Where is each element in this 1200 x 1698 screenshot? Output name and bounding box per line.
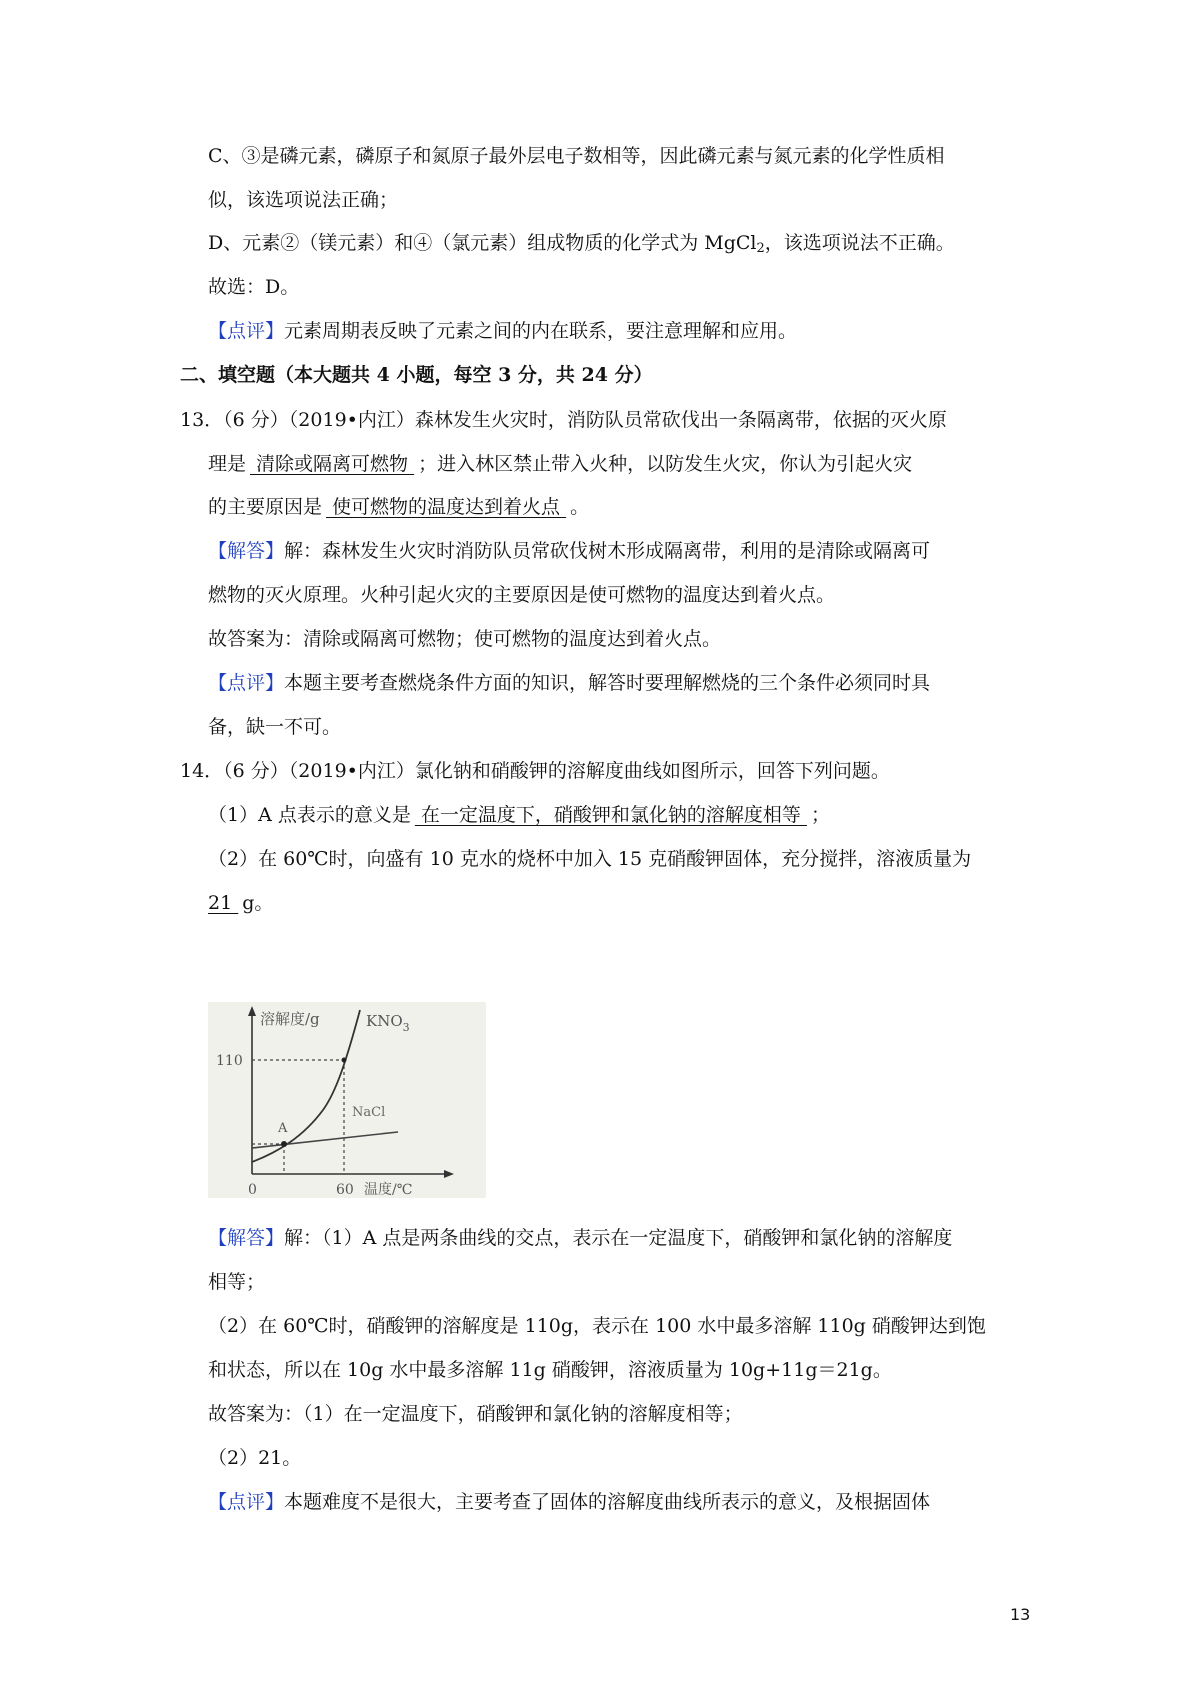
final-answer-14-cont: （2）21。: [208, 1447, 302, 1469]
point-kno3-60: [342, 1058, 347, 1063]
text-segment: 。: [570, 496, 590, 518]
text-segment: g。: [242, 892, 274, 914]
comment-text: 本题主要考查燃烧条件方面的知识，解答时要理解燃烧的三个条件必须同时具: [284, 672, 931, 694]
comment-tag: 【点评】: [208, 1491, 285, 1513]
text-segment: ；进入林区禁止带入火种，以防发生火灾，你认为引起火灾: [418, 453, 913, 475]
comment-tag: 【点评】: [208, 320, 285, 342]
solution-14-part-2-cont: 和状态，所以在 10g 水中最多溶解 11g 硝酸钾，溶液质量为 10g+11g＝21g。: [208, 1359, 892, 1381]
kno3-label: $KNO_3$: [366, 1012, 410, 1034]
answer-blank: 清除或隔离可燃物: [250, 453, 415, 475]
origin-label: 0: [248, 1182, 257, 1198]
point-a: [281, 1141, 287, 1147]
question-14-part-2-cont: [0, 890, 1200, 916]
text-segment: （1）A 点表示的意义是: [208, 804, 411, 826]
answer-blank: 在一定温度下，硝酸钾和氯化钠的溶解度相等: [414, 804, 807, 826]
nacl-label: NaCl: [352, 1105, 386, 1120]
comment-text: 本题难度不是很大，主要考查了固体的溶解度曲线所表示的意义，及根据固体: [284, 1491, 931, 1513]
answer-choice: 故选：D。: [208, 276, 300, 298]
solution-13-cont: 燃物的灭火原理。火种引起火灾的主要原因是使可燃物的温度达到着火点。: [208, 584, 836, 606]
comment-14: [0, 1489, 1200, 1515]
comment-13-cont: 备，缺一不可。: [208, 716, 342, 738]
paragraph-option-c-cont: 似，该选项说法正确；: [208, 189, 399, 211]
comment-13: [0, 670, 1200, 696]
comment-tag: 【点评】: [208, 672, 285, 694]
question-14-part-1: [0, 802, 1200, 828]
question-13-cont: [0, 494, 1200, 520]
text-segment: ；: [810, 804, 830, 826]
question-13: 13．（6 分）（2019•内江）森林发生火灾时，消防队员常砍伐出一条隔离带，依据的灭火原: [180, 409, 947, 431]
text-segment: D、元素②（镁元素）和④（氯元素）组成物质的化学式为 MgCl: [208, 232, 757, 254]
question-13-cont: [0, 451, 1200, 477]
text-segment: ，该选项说法不正确。: [764, 232, 955, 254]
question-14-part-2: （2）在 60℃时，向盛有 10 克水的烧杯中加入 15 克硝酸钾固体，充分搅拌，溶液质量为: [208, 848, 972, 870]
final-answer-13: 故答案为：清除或隔离可燃物；使可燃物的温度达到着火点。: [208, 628, 722, 650]
solution-13: [0, 538, 1200, 564]
subscript: 2: [756, 241, 765, 256]
x-axis-label: 温度/℃: [364, 1182, 413, 1198]
text-segment: 的主要原因是: [208, 496, 323, 518]
paragraph-option-c: C、③是磷元素，磷原子和氮原子最外层电子数相等，因此磷元素与氮元素的化学性质相: [208, 145, 945, 167]
comment-text: 元素周期表反映了元素之间的内在联系，要注意理解和应用。: [284, 320, 798, 342]
solution-text: 解：森林发生火灾时消防队员常砍伐树木形成隔离带，利用的是清除或隔离可: [284, 540, 931, 562]
solution-tag: 【解答】: [208, 540, 285, 562]
page-number: 13: [1010, 1605, 1031, 1624]
solution-text: 解：（1）A 点是两条曲线的交点，表示在一定温度下，硝酸钾和氯化钠的溶解度: [284, 1227, 953, 1249]
solubility-curve-svg: [208, 1002, 486, 1198]
text-segment: 理是: [208, 453, 247, 475]
paragraph-option-d: [0, 230, 1200, 262]
point-a-label: A: [278, 1121, 288, 1136]
solution-14-cont: 相等；: [208, 1271, 266, 1293]
y-tick-110: 110: [216, 1053, 243, 1069]
x-tick-60: 60: [336, 1182, 354, 1198]
solubility-curve-figure: [208, 1002, 486, 1198]
solution-tag: 【解答】: [208, 1227, 285, 1249]
solution-14: [0, 1225, 1200, 1251]
answer-blank: 使可燃物的温度达到着火点: [326, 496, 567, 518]
y-axis-label: 溶解度/g: [260, 1010, 320, 1028]
figure-background: [208, 1002, 486, 1198]
solution-14-part-2: （2）在 60℃时，硝酸钾的溶解度是 110g，表示在 100 水中最多溶解 110g 硝酸钾达到饱: [208, 1315, 986, 1337]
section-heading: 二、填空题（本大题共 4 小题，每空 3 分，共 24 分）: [180, 364, 653, 386]
final-answer-14: 故答案为：（1）在一定温度下，硝酸钾和氯化钠的溶解度相等；: [208, 1403, 743, 1425]
answer-blank: 21: [208, 892, 239, 914]
question-14: 14．（6 分）（2019•内江）氯化钠和硝酸钾的溶解度曲线如图所示，回答下列问题。: [180, 760, 890, 782]
comment-12: [0, 318, 1200, 344]
